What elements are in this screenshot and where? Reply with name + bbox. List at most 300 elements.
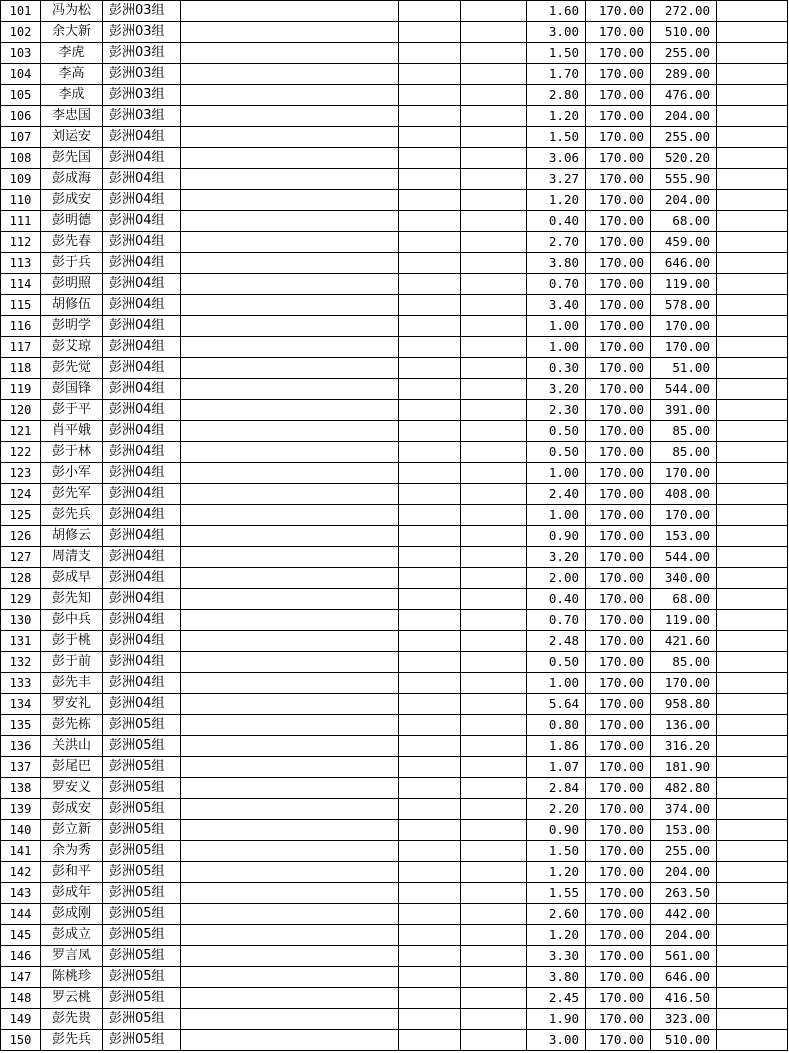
group-cell: 彭洲04组: [103, 610, 181, 631]
row-number-cell: 111: [1, 211, 41, 232]
empty-cell: [461, 211, 527, 232]
group-cell: 彭洲04组: [103, 232, 181, 253]
group-cell: 彭洲04组: [103, 400, 181, 421]
empty-cell: [717, 925, 788, 946]
name-cell: 彭中兵: [41, 610, 103, 631]
empty-cell: [461, 316, 527, 337]
price-cell: 170.00: [586, 799, 651, 820]
table-row: [1, 106, 788, 127]
table-row: [1, 316, 788, 337]
row-number-cell: 147: [1, 967, 41, 988]
area-cell: 3.20: [527, 379, 586, 400]
area-cell: 2.48: [527, 631, 586, 652]
empty-cell: [717, 337, 788, 358]
empty-cell: [399, 778, 461, 799]
empty-cell: [717, 589, 788, 610]
empty-cell: [717, 169, 788, 190]
amount-cell: 51.00: [651, 358, 717, 379]
amount-cell: 421.60: [651, 631, 717, 652]
empty-cell: [461, 946, 527, 967]
table-row: [1, 925, 788, 946]
name-cell: 彭于兵: [41, 253, 103, 274]
row-number-cell: 124: [1, 484, 41, 505]
empty-cell: [399, 673, 461, 694]
empty-cell: [717, 631, 788, 652]
empty-cell: [461, 841, 527, 862]
group-cell: 彭洲04组: [103, 148, 181, 169]
name-cell: 彭先觉: [41, 358, 103, 379]
area-cell: 1.00: [527, 673, 586, 694]
row-number-cell: 133: [1, 673, 41, 694]
table-row: [1, 526, 788, 547]
row-number-cell: 134: [1, 694, 41, 715]
row-number-cell: 150: [1, 1030, 41, 1051]
table-row: [1, 589, 788, 610]
empty-cell: [717, 85, 788, 106]
amount-cell: 255.00: [651, 127, 717, 148]
empty-cell: [181, 379, 399, 400]
table-row: [1, 904, 788, 925]
name-cell: 胡修云: [41, 526, 103, 547]
group-cell: 彭洲04组: [103, 652, 181, 673]
row-number-cell: 123: [1, 463, 41, 484]
row-number-cell: 114: [1, 274, 41, 295]
price-cell: 170.00: [586, 673, 651, 694]
row-number-cell: 136: [1, 736, 41, 757]
name-cell: 彭明德: [41, 211, 103, 232]
empty-cell: [181, 694, 399, 715]
amount-cell: 958.80: [651, 694, 717, 715]
empty-cell: [717, 673, 788, 694]
name-cell: 彭先国: [41, 148, 103, 169]
empty-cell: [399, 1, 461, 22]
area-cell: 3.30: [527, 946, 586, 967]
empty-cell: [399, 1009, 461, 1030]
table-row: [1, 379, 788, 400]
empty-cell: [181, 883, 399, 904]
row-number-cell: 142: [1, 862, 41, 883]
table-row: [1, 337, 788, 358]
empty-cell: [717, 106, 788, 127]
amount-cell: 255.00: [651, 841, 717, 862]
empty-cell: [181, 505, 399, 526]
empty-cell: [399, 904, 461, 925]
name-cell: 陈桃珍: [41, 967, 103, 988]
empty-cell: [181, 64, 399, 85]
price-cell: 170.00: [586, 715, 651, 736]
empty-cell: [181, 1009, 399, 1030]
area-cell: 2.20: [527, 799, 586, 820]
row-number-cell: 103: [1, 43, 41, 64]
empty-cell: [399, 106, 461, 127]
price-cell: 170.00: [586, 169, 651, 190]
name-cell: 刘运安: [41, 127, 103, 148]
area-cell: 1.00: [527, 316, 586, 337]
group-cell: 彭洲05组: [103, 1030, 181, 1051]
empty-cell: [399, 85, 461, 106]
empty-cell: [181, 673, 399, 694]
table-row: [1, 568, 788, 589]
empty-cell: [461, 64, 527, 85]
amount-cell: 85.00: [651, 421, 717, 442]
empty-cell: [399, 568, 461, 589]
empty-cell: [399, 232, 461, 253]
group-cell: 彭洲04组: [103, 526, 181, 547]
empty-cell: [181, 820, 399, 841]
empty-cell: [717, 253, 788, 274]
empty-cell: [399, 736, 461, 757]
table-row: [1, 253, 788, 274]
price-cell: 170.00: [586, 148, 651, 169]
row-number-cell: 122: [1, 442, 41, 463]
empty-cell: [181, 22, 399, 43]
row-number-cell: 118: [1, 358, 41, 379]
empty-cell: [717, 694, 788, 715]
table-row: [1, 673, 788, 694]
empty-cell: [399, 715, 461, 736]
row-number-cell: 116: [1, 316, 41, 337]
amount-cell: 316.20: [651, 736, 717, 757]
table-row: [1, 883, 788, 904]
name-cell: 彭明学: [41, 316, 103, 337]
amount-cell: 391.00: [651, 400, 717, 421]
row-number-cell: 101: [1, 1, 41, 22]
area-cell: 2.30: [527, 400, 586, 421]
empty-cell: [399, 484, 461, 505]
empty-cell: [717, 127, 788, 148]
empty-cell: [399, 547, 461, 568]
name-cell: 彭于桃: [41, 631, 103, 652]
group-cell: 彭洲05组: [103, 715, 181, 736]
price-cell: 170.00: [586, 652, 651, 673]
table-row: [1, 232, 788, 253]
empty-cell: [717, 988, 788, 1009]
name-cell: 李忠国: [41, 106, 103, 127]
empty-cell: [181, 484, 399, 505]
amount-cell: 204.00: [651, 862, 717, 883]
row-number-cell: 107: [1, 127, 41, 148]
empty-cell: [717, 946, 788, 967]
name-cell: 李虎: [41, 43, 103, 64]
row-number-cell: 137: [1, 757, 41, 778]
amount-cell: 119.00: [651, 610, 717, 631]
price-cell: 170.00: [586, 85, 651, 106]
empty-cell: [461, 253, 527, 274]
empty-cell: [399, 421, 461, 442]
amount-cell: 544.00: [651, 547, 717, 568]
group-cell: 彭洲05组: [103, 778, 181, 799]
name-cell: 李高: [41, 64, 103, 85]
empty-cell: [399, 757, 461, 778]
name-cell: 彭小军: [41, 463, 103, 484]
group-cell: 彭洲05组: [103, 1009, 181, 1030]
price-cell: 170.00: [586, 190, 651, 211]
empty-cell: [399, 127, 461, 148]
table-row: [1, 757, 788, 778]
price-cell: 170.00: [586, 43, 651, 64]
group-cell: 彭洲05组: [103, 946, 181, 967]
table-row: [1, 694, 788, 715]
name-cell: 彭先贵: [41, 1009, 103, 1030]
empty-cell: [399, 946, 461, 967]
price-cell: 170.00: [586, 463, 651, 484]
price-cell: 170.00: [586, 358, 651, 379]
amount-cell: 85.00: [651, 442, 717, 463]
group-cell: 彭洲05组: [103, 883, 181, 904]
empty-cell: [181, 442, 399, 463]
table-row: [1, 799, 788, 820]
empty-cell: [399, 148, 461, 169]
amount-cell: 119.00: [651, 274, 717, 295]
empty-cell: [399, 316, 461, 337]
price-cell: 170.00: [586, 211, 651, 232]
table-row: [1, 22, 788, 43]
amount-cell: 170.00: [651, 673, 717, 694]
name-cell: 彭和平: [41, 862, 103, 883]
empty-cell: [181, 463, 399, 484]
empty-cell: [181, 631, 399, 652]
empty-cell: [181, 316, 399, 337]
name-cell: 彭于林: [41, 442, 103, 463]
empty-cell: [181, 526, 399, 547]
empty-cell: [461, 862, 527, 883]
empty-cell: [399, 22, 461, 43]
group-cell: 彭洲05组: [103, 862, 181, 883]
group-cell: 彭洲05组: [103, 799, 181, 820]
group-cell: 彭洲05组: [103, 988, 181, 1009]
area-cell: 1.90: [527, 1009, 586, 1030]
group-cell: 彭洲03组: [103, 1, 181, 22]
amount-cell: 272.00: [651, 1, 717, 22]
row-number-cell: 110: [1, 190, 41, 211]
price-cell: 170.00: [586, 526, 651, 547]
row-number-cell: 105: [1, 85, 41, 106]
empty-cell: [717, 799, 788, 820]
empty-cell: [181, 799, 399, 820]
empty-cell: [461, 232, 527, 253]
amount-cell: 204.00: [651, 106, 717, 127]
empty-cell: [717, 232, 788, 253]
empty-cell: [399, 463, 461, 484]
price-cell: 170.00: [586, 400, 651, 421]
amount-cell: 323.00: [651, 1009, 717, 1030]
empty-cell: [181, 568, 399, 589]
amount-cell: 170.00: [651, 337, 717, 358]
table-row: [1, 127, 788, 148]
table-row: [1, 841, 788, 862]
table-row: [1, 274, 788, 295]
row-number-cell: 104: [1, 64, 41, 85]
row-number-cell: 120: [1, 400, 41, 421]
empty-cell: [717, 484, 788, 505]
table-row: [1, 715, 788, 736]
table-row: [1, 1, 788, 22]
table-row: [1, 1009, 788, 1030]
amount-cell: 255.00: [651, 43, 717, 64]
area-cell: 3.80: [527, 967, 586, 988]
empty-cell: [717, 778, 788, 799]
amount-cell: 136.00: [651, 715, 717, 736]
empty-cell: [461, 169, 527, 190]
empty-cell: [717, 274, 788, 295]
empty-cell: [717, 358, 788, 379]
amount-cell: 68.00: [651, 211, 717, 232]
area-cell: 3.80: [527, 253, 586, 274]
area-cell: 0.70: [527, 610, 586, 631]
price-cell: 170.00: [586, 757, 651, 778]
empty-cell: [717, 652, 788, 673]
name-cell: 罗言凤: [41, 946, 103, 967]
area-cell: 2.60: [527, 904, 586, 925]
group-cell: 彭洲04组: [103, 253, 181, 274]
empty-cell: [181, 757, 399, 778]
table-row: [1, 148, 788, 169]
group-cell: 彭洲04组: [103, 673, 181, 694]
price-cell: 170.00: [586, 295, 651, 316]
empty-cell: [181, 85, 399, 106]
price-cell: 170.00: [586, 610, 651, 631]
area-cell: 0.30: [527, 358, 586, 379]
empty-cell: [461, 190, 527, 211]
table-row: [1, 358, 788, 379]
empty-cell: [717, 190, 788, 211]
area-cell: 1.00: [527, 463, 586, 484]
empty-cell: [461, 589, 527, 610]
amount-cell: 153.00: [651, 526, 717, 547]
amount-cell: 181.90: [651, 757, 717, 778]
group-cell: 彭洲04组: [103, 568, 181, 589]
empty-cell: [461, 799, 527, 820]
empty-cell: [181, 253, 399, 274]
empty-cell: [717, 316, 788, 337]
empty-cell: [181, 190, 399, 211]
price-cell: 170.00: [586, 547, 651, 568]
empty-cell: [461, 337, 527, 358]
group-cell: 彭洲04组: [103, 190, 181, 211]
group-cell: 彭洲03组: [103, 22, 181, 43]
row-number-cell: 132: [1, 652, 41, 673]
empty-cell: [399, 274, 461, 295]
table-row: [1, 43, 788, 64]
price-cell: 170.00: [586, 484, 651, 505]
area-cell: 0.80: [527, 715, 586, 736]
name-cell: 关洪山: [41, 736, 103, 757]
group-cell: 彭洲04组: [103, 442, 181, 463]
table-row: [1, 778, 788, 799]
name-cell: 冯为松: [41, 1, 103, 22]
area-cell: 2.84: [527, 778, 586, 799]
table-row: [1, 862, 788, 883]
group-cell: 彭洲05组: [103, 904, 181, 925]
empty-cell: [181, 127, 399, 148]
row-number-cell: 131: [1, 631, 41, 652]
name-cell: 彭成安: [41, 190, 103, 211]
group-cell: 彭洲04组: [103, 589, 181, 610]
empty-cell: [399, 190, 461, 211]
row-number-cell: 121: [1, 421, 41, 442]
table-row: [1, 736, 788, 757]
empty-cell: [399, 295, 461, 316]
empty-cell: [717, 148, 788, 169]
price-cell: 170.00: [586, 694, 651, 715]
row-number-cell: 143: [1, 883, 41, 904]
name-cell: 彭成安: [41, 799, 103, 820]
empty-cell: [461, 274, 527, 295]
table-row: [1, 652, 788, 673]
amount-cell: 482.80: [651, 778, 717, 799]
group-cell: 彭洲05组: [103, 967, 181, 988]
name-cell: 罗安义: [41, 778, 103, 799]
group-cell: 彭洲04组: [103, 379, 181, 400]
name-cell: 余大新: [41, 22, 103, 43]
empty-cell: [461, 967, 527, 988]
empty-cell: [181, 43, 399, 64]
empty-cell: [399, 379, 461, 400]
name-cell: 彭先春: [41, 232, 103, 253]
empty-cell: [399, 400, 461, 421]
row-number-cell: 125: [1, 505, 41, 526]
empty-cell: [181, 211, 399, 232]
empty-cell: [399, 358, 461, 379]
empty-cell: [461, 442, 527, 463]
empty-cell: [399, 526, 461, 547]
row-number-cell: 112: [1, 232, 41, 253]
name-cell: 彭成早: [41, 568, 103, 589]
empty-cell: [461, 1, 527, 22]
price-cell: 170.00: [586, 589, 651, 610]
area-cell: 2.00: [527, 568, 586, 589]
group-cell: 彭洲04组: [103, 169, 181, 190]
group-cell: 彭洲04组: [103, 547, 181, 568]
empty-cell: [717, 1009, 788, 1030]
empty-cell: [461, 925, 527, 946]
amount-cell: 408.00: [651, 484, 717, 505]
empty-cell: [461, 778, 527, 799]
empty-cell: [717, 967, 788, 988]
price-cell: 170.00: [586, 316, 651, 337]
row-number-cell: 115: [1, 295, 41, 316]
empty-cell: [181, 421, 399, 442]
empty-cell: [717, 547, 788, 568]
row-number-cell: 149: [1, 1009, 41, 1030]
name-cell: 彭尾巴: [41, 757, 103, 778]
area-cell: 1.20: [527, 862, 586, 883]
area-cell: 3.40: [527, 295, 586, 316]
table-row: [1, 1030, 788, 1051]
empty-cell: [717, 211, 788, 232]
empty-cell: [181, 1, 399, 22]
row-number-cell: 113: [1, 253, 41, 274]
empty-cell: [717, 610, 788, 631]
area-cell: 1.00: [527, 505, 586, 526]
empty-cell: [461, 610, 527, 631]
empty-cell: [399, 652, 461, 673]
empty-cell: [181, 337, 399, 358]
group-cell: 彭洲03组: [103, 106, 181, 127]
area-cell: 1.50: [527, 43, 586, 64]
price-cell: 170.00: [586, 232, 651, 253]
name-cell: 肖平娥: [41, 421, 103, 442]
price-cell: 170.00: [586, 568, 651, 589]
empty-cell: [399, 694, 461, 715]
amount-cell: 170.00: [651, 463, 717, 484]
empty-cell: [181, 967, 399, 988]
table-body: [1, 1, 788, 1051]
empty-cell: [181, 232, 399, 253]
group-cell: 彭洲05组: [103, 757, 181, 778]
empty-cell: [399, 253, 461, 274]
group-cell: 彭洲04组: [103, 484, 181, 505]
